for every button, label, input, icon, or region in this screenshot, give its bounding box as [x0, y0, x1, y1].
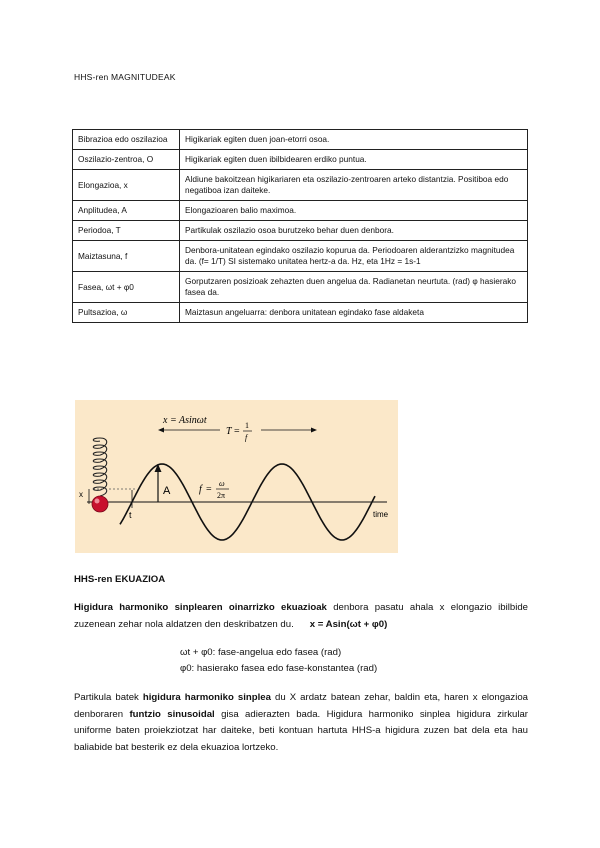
period-arrowhead-left: [158, 428, 164, 433]
page-title: HHS-ren MAGNITUDEAK: [74, 72, 176, 82]
magnitudes-table: [72, 129, 528, 323]
para2-bold-1: higidura harmoniko sinplea: [142, 692, 271, 703]
period-denominator: f: [245, 433, 248, 442]
para2-text-2: du X ardatz batean zehar, baldin eta, haren x elongazioa denboraren: [74, 692, 528, 720]
freq-numerator: ω: [219, 479, 225, 488]
table-row: [73, 170, 528, 201]
definition-cell: Denbora-unitatean egindako oszilazio kopurua da. Periodoaren alderantzizko magnitudea da. (f= 1/T) SI sistemako unitatea hertz-a da. Hz, eta 1Hz = 1s-1: [180, 241, 528, 272]
shm-diagram: [75, 400, 398, 553]
t-label: t: [129, 510, 132, 520]
period-label: T: [226, 426, 232, 437]
spring: [93, 438, 107, 496]
phase-definitions: [180, 645, 377, 677]
period-equals: =: [234, 426, 240, 437]
term-cell: Fasea, ωt + φ0: [73, 272, 180, 303]
freq-label: f: [199, 484, 202, 495]
table-row: [73, 201, 528, 221]
amplitude-arrowhead: [155, 464, 162, 472]
definition-initial-phase: φ0: hasierako fasea edo fase-konstantea (rad): [180, 663, 378, 674]
para1-equation: x = Asin(ωt + φ0): [309, 618, 388, 630]
freq-equals: =: [206, 484, 212, 495]
mass-ball-highlight: [95, 499, 100, 504]
term-cell: Elongazioa, x: [73, 170, 180, 201]
freq-denominator: 2π: [217, 491, 226, 500]
definition-cell: Maiztasun angeluarra: denbora unitatean egindako fase aldaketa: [180, 303, 528, 323]
definition-cell: Partikulak oszilazio osoa burutzeko behar duen denbora.: [180, 221, 528, 241]
period-numerator: 1: [245, 421, 249, 430]
table-row: [73, 241, 528, 272]
table-row: [73, 150, 528, 170]
para2-bold-2: funtzio sinusoidal: [129, 708, 215, 720]
shm-figure: [75, 400, 398, 553]
para2-text-3: gisa adierazten bada. Higidura harmoniko sinplea higidura zirkular uniforme baten proiekziotzat har daiteke, beti kontuan hartuta HHS-a higidura zuzen bat dela eta hau baliabide bat besterik ez dela ekuazioa lortzeko.: [74, 708, 528, 753]
definition-cell: Elongazioaren balio maximoa.: [180, 201, 528, 221]
definition-cell: Higikariak egiten duen joan-etorri osoa.: [180, 130, 528, 150]
para2-text-1: Partikula batek: [74, 692, 143, 703]
paragraph-equation-intro: [74, 600, 528, 633]
table-row: [73, 130, 528, 150]
figure-equation: x = Asinωt: [163, 415, 207, 426]
definition-phase-angle: ωt + φ0: fase-angelua edo fasea (rad): [180, 647, 342, 658]
term-cell: Periodoa, T: [73, 221, 180, 241]
term-cell: Pultsazioa, ω: [73, 303, 180, 323]
term-cell: Oszilazio-zentroa, O: [73, 150, 180, 170]
paragraph-shm-description: [74, 690, 528, 756]
table-row: [73, 303, 528, 323]
definition-cell: Gorputzaren posizioak zehazten duen angelua da. Radianetan neurtuta. (rad) φ hasierako fasea da.: [180, 272, 528, 303]
x-label: x: [79, 490, 83, 499]
term-cell: Anplitudea, A: [73, 201, 180, 221]
definition-cell: Aldiune bakoitzean higikariaren eta oszilazio-zentroaren arteko distantzia. Positiboa edo negatiboa izan daiteke.: [180, 170, 528, 201]
definition-cell: Higikariak egiten duen ibilbidearen erdiko puntua.: [180, 150, 528, 170]
time-axis-label: time: [373, 510, 389, 519]
term-cell: Bibrazioa edo oszilazioa: [73, 130, 180, 150]
para1-bold-intro: Higidura harmoniko sinplearen oinarrizko ekuazioak: [74, 602, 327, 613]
para1-text: denbora pasatu ahala x elongazio ibilbide zuzenean zehar nola aldatzen den deskribatzen du.: [74, 602, 529, 630]
table-row: [73, 221, 528, 241]
mass-ball: [92, 496, 108, 512]
amplitude-label: A: [163, 485, 171, 497]
term-cell: Maiztasuna, f: [73, 241, 180, 272]
table-row: [73, 272, 528, 303]
section-title: HHS-ren EKUAZIOA: [74, 574, 166, 585]
period-arrowhead-right: [311, 428, 317, 433]
